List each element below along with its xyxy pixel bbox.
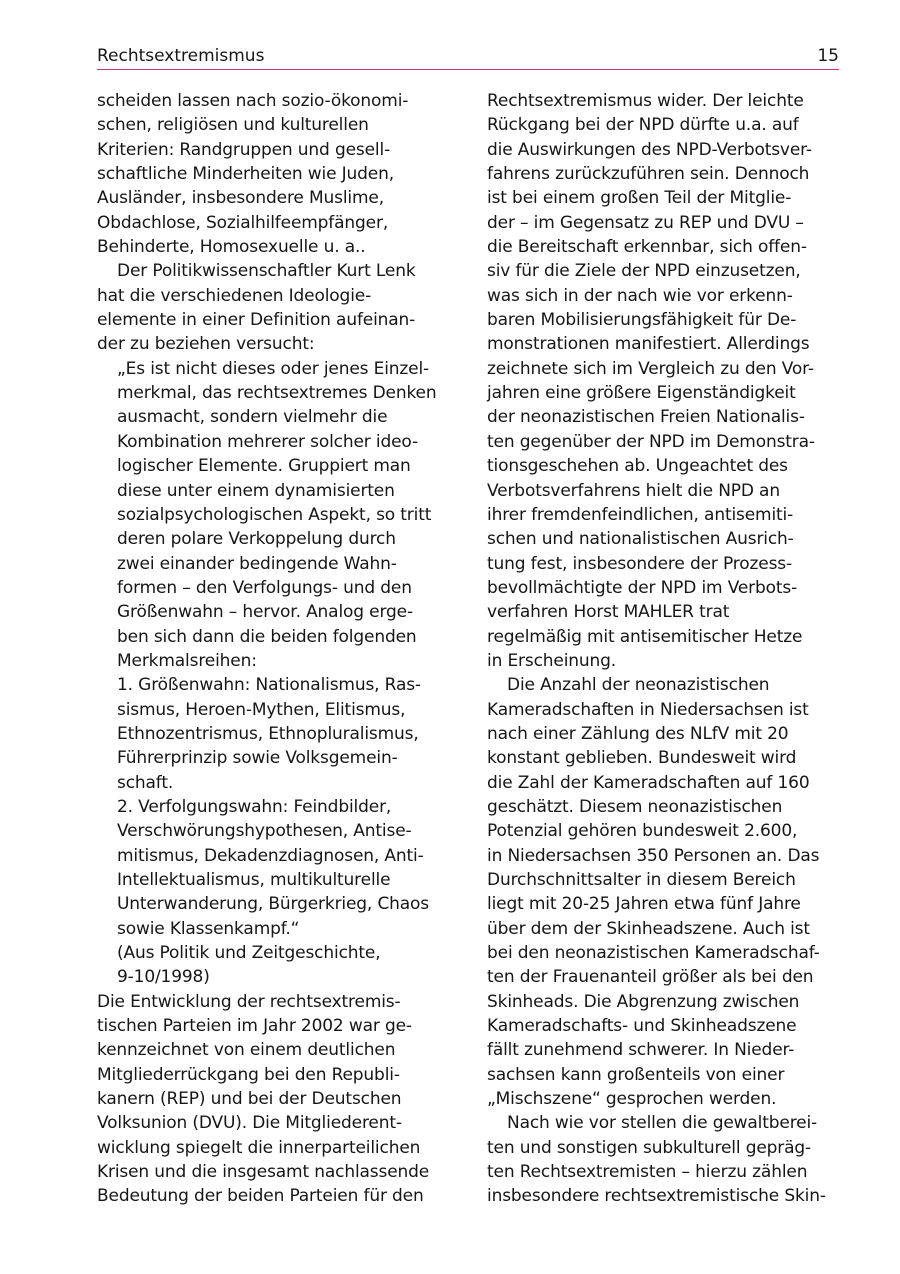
text-line: fahrens zurückzuführen sein. Dennoch [487,164,810,185]
text-line: 1. Größenwahn: Nationalismus, Ras- [117,675,421,696]
text-line: merkmal, das rechtsextremes Denken [117,383,437,404]
text-line: 2. Verfolgungswahn: Feindbilder, [117,796,392,817]
text-line: ihrer fremdenfeindlichen, antisemiti- [487,504,794,525]
text-line: die Auswirkungen des NPD-Verbotsver- [487,139,812,160]
text-line: hat die verschiedenen Ideologie- [97,285,372,306]
text-line: monstrationen manifestiert. Allerdings [487,334,810,355]
text-line: Bedeutung der beiden Parteien für den [97,1186,424,1207]
text-line: Rechtsextremismus wider. Der leichte [487,91,804,111]
text-line: Nach wie vor stellen die gewaltberei- [507,1113,818,1134]
text-line: Rückgang bei der NPD dürfte u.a. auf [487,115,799,136]
text-line: fällt zunehmend schwerer. In Nieder- [487,1040,795,1061]
text-line: über dem der Skinheadszene. Auch ist [487,918,810,939]
text-line: in Erscheinung. [487,650,617,671]
text-line: 9-10/1998) [117,967,210,988]
text-line: schaftliche Minderheiten wie Juden, [97,164,394,185]
text-line: jahren eine größere Eigenständigkeit [487,383,796,404]
text-line: deren polare Verkoppelung durch [117,529,396,550]
text-line: Verbotsverfahrens hielt die NPD an [487,480,780,501]
text-line: logischer Elemente. Gruppiert man [117,456,411,477]
text-line: Ausländer, insbesondere Muslime, [97,188,384,209]
text-line: „Es ist nicht dieses oder jenes Einzel- [117,358,430,379]
text-line: formen – den Verfolgungs- und den [117,577,412,598]
text-line: Führerprinzip sowie Volksgemein- [117,748,398,769]
right-text-column [487,89,847,1209]
text-line: geschätzt. Diesem neonazistischen [487,796,783,817]
text-line: schen und nationalistischen Ausrich- [487,529,794,550]
text-line: Die Entwicklung der rechtsextremis- [97,991,401,1012]
text-line: sismus, Heroen-Mythen, Elitismus, [117,699,406,720]
text-line: ben sich dann die beiden folgenden [117,626,417,647]
text-line: zeichnete sich im Vergleich zu den Vor- [487,358,814,379]
text-line: Kameradschaften in Niedersachsen ist [487,699,809,720]
text-line: Volksunion (DVU). Die Mitgliederent- [97,1113,402,1134]
text-line: schen, religiösen und kulturellen [97,115,369,136]
text-line: verfahren Horst MAHLER trat [487,602,730,623]
text-line: insbesondere rechtsextremistische Skin- [487,1186,826,1207]
text-line: scheiden lassen nach sozio-ökonomi- [97,91,409,111]
text-line: diese unter einem dynamisierten [117,480,395,501]
text-line: Unterwanderung, Bürgerkrieg, Chaos [117,894,430,915]
text-line: ten der Frauenanteil größer als bei den [487,967,814,988]
text-line: ist bei einem großen Teil der Mitglie- [487,188,792,209]
text-line: nach einer Zählung des NLfV mit 20 [487,723,789,744]
text-line: Die Anzahl der neonazistischen [507,675,770,696]
running-header [97,42,839,68]
text-line: Potenzial gehören bundesweit 2.600, [487,821,798,842]
text-line: ten gegenüber der NPD im Demonstra- [487,431,815,452]
text-line: Der Politikwissenschaftler Kurt Lenk [117,261,416,282]
text-line: sozialpsychologischen Aspekt, so tritt [117,504,432,525]
text-line: sachsen kann großenteils von einer [487,1064,785,1085]
text-line: Merkmalsreihen: [117,650,257,671]
text-line: kennzeichnet von einem deutlichen [97,1040,396,1061]
text-line: Ethnozentrismus, Ethnopluralismus, [117,723,419,744]
header-rule [97,69,839,70]
text-line: was sich in der nach wie vor erkenn- [487,285,793,306]
text-line: Durchschnittsalter in diesem Bereich [487,870,796,890]
text-line: kanern (REP) und bei der Deutschen [97,1089,402,1110]
text-line: Obdachlose, Sozialhilfeempfänger, [97,212,389,233]
text-line: zwei einander bedingende Wahn- [117,553,397,574]
text-line: der zu beziehen versucht: [97,334,315,355]
text-line: Kameradschafts- und Skinheadszene [487,1016,797,1037]
text-line: Kombination mehrerer solcher ideo- [117,431,418,452]
text-line: Intellektualismus, multikulturelle [117,870,391,890]
text-line: baren Mobilisierungsfähigkeit für De- [487,310,797,331]
text-line: Größenwahn – hervor. Analog erge- [117,602,413,623]
text-line: der neonazistischen Freien Nationalis- [487,407,805,428]
text-line: sowie Klassenkampf.“ [117,918,300,939]
left-text-column [97,89,461,1209]
text-line: die Zahl der Kameradschaften auf 160 [487,772,810,793]
text-line: Krisen und die insgesamt nachlassende [97,1162,430,1183]
text-line: bevollmächtigte der NPD im Verbots- [487,577,798,598]
text-line: Mitgliederrückgang bei den Republi- [97,1064,400,1085]
text-line: tung fest, insbesondere der Prozess- [487,553,792,574]
text-line: Kriterien: Randgruppen und gesell- [97,139,391,160]
running-header-title: Rechtsextremismus [97,46,265,66]
page-number: 15 [817,46,839,66]
text-line: bei den neonazistischen Kameradschaf- [487,943,820,964]
text-line: mitismus, Dekadenzdiagnosen, Anti- [117,845,424,866]
text-line: der – im Gegensatz zu REP und DVU – [487,212,804,233]
text-line: wicklung spiegelt die innerparteilichen [97,1137,421,1158]
text-line: ten und sonstigen subkulturell gepräg- [487,1137,812,1158]
text-line: elemente in einer Definition aufeinan- [97,310,416,331]
text-line: regelmäßig mit antisemitischer Hetze [487,626,803,647]
text-line: Skinheads. Die Abgrenzung zwischen [487,991,800,1012]
text-line: in Niedersachsen 350 Personen an. Das [487,845,820,866]
text-line: die Bereitschaft erkennbar, sich offen- [487,237,807,258]
text-line: ten Rechtsextremisten – hierzu zählen [487,1162,808,1183]
text-line: liegt mit 20-25 Jahren etwa fünf Jahre [487,894,801,915]
text-line: ausmacht, sondern vielmehr die [117,407,388,428]
text-line: konstant geblieben. Bundesweit wird [487,748,797,769]
text-line: „Mischszene“ gesprochen werden. [487,1089,777,1110]
text-line: tischen Parteien im Jahr 2002 war ge- [97,1016,412,1037]
text-line: schaft. [117,772,174,793]
text-line: tionsgeschehen ab. Ungeachtet des [487,456,788,477]
text-line: Behinderte, Homosexuelle u. a.. [97,237,366,258]
text-line: (Aus Politik und Zeitgeschichte, [117,943,381,964]
text-line: siv für die Ziele der NPD einzusetzen, [487,261,801,282]
text-line: Verschwörungshypothesen, Antise- [117,821,412,842]
